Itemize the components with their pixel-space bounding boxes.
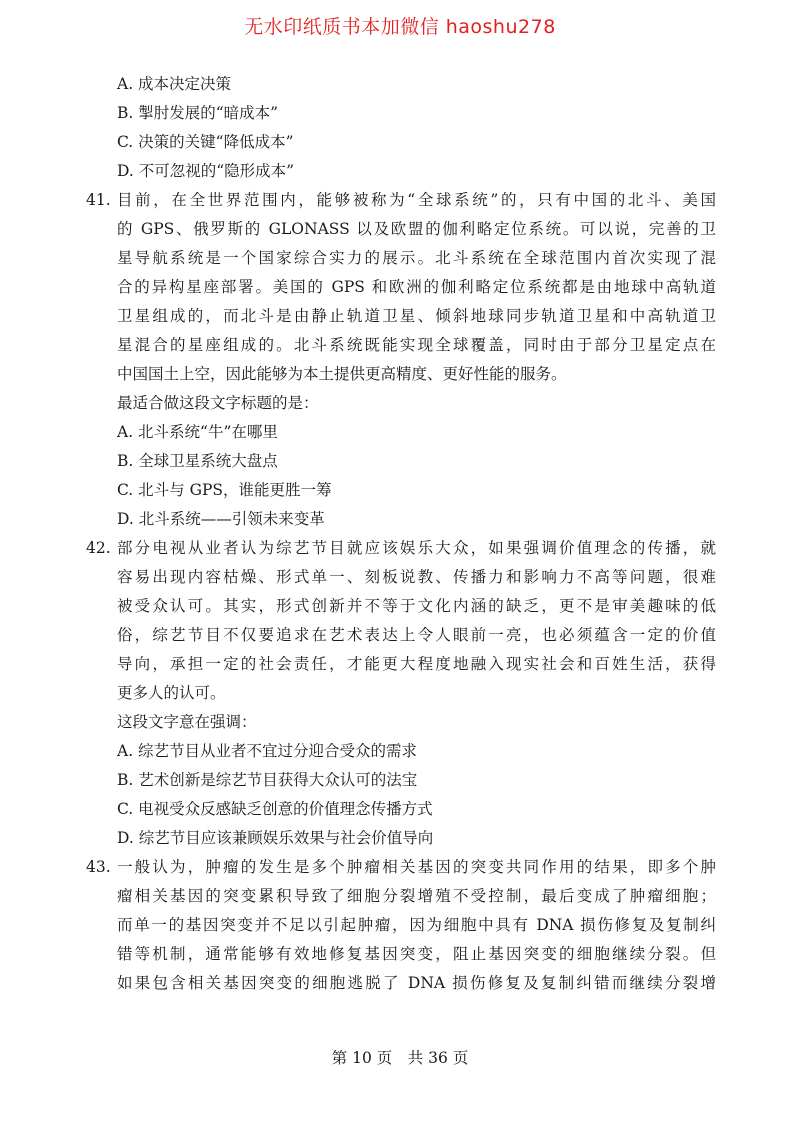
- question-41-line: 星混合的星座组成的。北斗系统既能实现全球覆盖，同时由于部分卫星定点在: [117, 336, 716, 354]
- question-43: [86, 853, 716, 998]
- question-42-line: 俗，综艺节目不仅要追求在艺术表达上令人眼前一亮，也必须蕴含一定的价值: [117, 626, 716, 644]
- question-number: 42.: [86, 539, 111, 557]
- q41-option-a: A. 北斗系统“牛”在哪里: [117, 423, 278, 441]
- question-41-line: 星导航系统是一个国家综合实力的展示。北斗系统在全球范围内首次实现了混: [117, 249, 716, 267]
- q40-options: [86, 70, 716, 186]
- q41-option-c: C. 北斗与 GPS，谁能更胜一筹: [117, 481, 332, 499]
- q40-option-c: C. 决策的关键“降低成本”: [117, 133, 294, 151]
- question-42: [86, 534, 716, 708]
- question-42-line: 导向，承担一定的社会责任，才能更大程度地融入现实社会和百姓生活，获得: [117, 655, 716, 673]
- question-number: 43.: [86, 858, 111, 876]
- q40-option-b: B. 掣肘发展的“暗成本”: [117, 104, 279, 122]
- question-42-line: 更多人的认可。: [117, 684, 226, 702]
- page-content: [86, 70, 716, 998]
- question-41-line: 中国国土上空，因此能够为本土提供更高精度、更好性能的服务。: [117, 365, 567, 383]
- q40-option-a: A. 成本决定决策: [117, 75, 232, 93]
- watermark: 无水印纸质书本加微信 haoshu278: [244, 16, 556, 38]
- question-number: 41.: [86, 191, 111, 209]
- question-43-line: 而单一的基因突变并不足以引起肿瘤，因为细胞中具有 DNA 损伤修复及复制纠: [117, 916, 716, 934]
- q41-option-b: B. 全球卫星系统大盘点: [117, 452, 278, 470]
- question-41-line: 的 GPS、俄罗斯的 GLONASS 以及欧盟的伽利略定位系统。可以说，完善的卫: [117, 220, 716, 238]
- question-41-stem: 最适合做这段文字标题的是：: [117, 394, 319, 412]
- q42-option-c: C. 电视受众反感缺乏创意的价值理念传播方式: [117, 800, 433, 818]
- question-41-line: 卫星组成的，而北斗是由静止轨道卫星、倾斜地球同步轨道卫星和中高轨道卫: [117, 307, 716, 325]
- question-42-line: 部分电视从业者认为综艺节目就应该娱乐大众，如果强调价值理念的传播，就: [117, 539, 716, 557]
- q40-option-d: D. 不可忽视的“隐形成本”: [117, 162, 295, 180]
- q42-option-d: D. 综艺节目应该兼顾娱乐效果与社会价值导向: [117, 829, 434, 847]
- question-42-line: 被受众认可。其实，形式创新并不等于文化内涵的缺乏，更不是审美趣味的低: [117, 597, 716, 615]
- question-43-line: 错等机制，通常能够有效地修复基因突变，阻止基因突变的细胞继续分裂。但: [117, 945, 716, 963]
- question-41-line: 合的异构星座部署。美国的 GPS 和欧洲的伽利略定位系统都是由地球中高轨道: [117, 278, 716, 296]
- q42-option-a: A. 综艺节目从业者不宜过分迎合受众的需求: [117, 742, 418, 760]
- question-42-stem: 这段文字意在强调：: [117, 713, 257, 731]
- question-43-line: 如果包含相关基因突变的细胞逃脱了 DNA 损伤修复及复制纠错而继续分裂增: [117, 974, 716, 992]
- question-43-line: 瘤相关基因的突变累积导致了细胞分裂增殖不受控制，最后变成了肿瘤细胞；: [117, 887, 716, 905]
- question-43-line: 一般认为，肿瘤的发生是多个肿瘤相关基因的突变共同作用的结果，即多个肿: [117, 858, 716, 876]
- page-footer: 第 10 页 共 36 页: [331, 1049, 469, 1067]
- question-41: [86, 186, 716, 389]
- q42-option-b: B. 艺术创新是综艺节目获得大众认可的法宝: [117, 771, 418, 789]
- question-42-line: 容易出现内容枯燥、形式单一、刻板说教、传播力和影响力不高等问题，很难: [117, 568, 716, 586]
- question-41-line: 目前，在全世界范围内，能够被称为“全球系统”的，只有中国的北斗、美国: [117, 191, 716, 209]
- q41-option-d: D. 北斗系统——引领未来变革: [117, 510, 325, 528]
